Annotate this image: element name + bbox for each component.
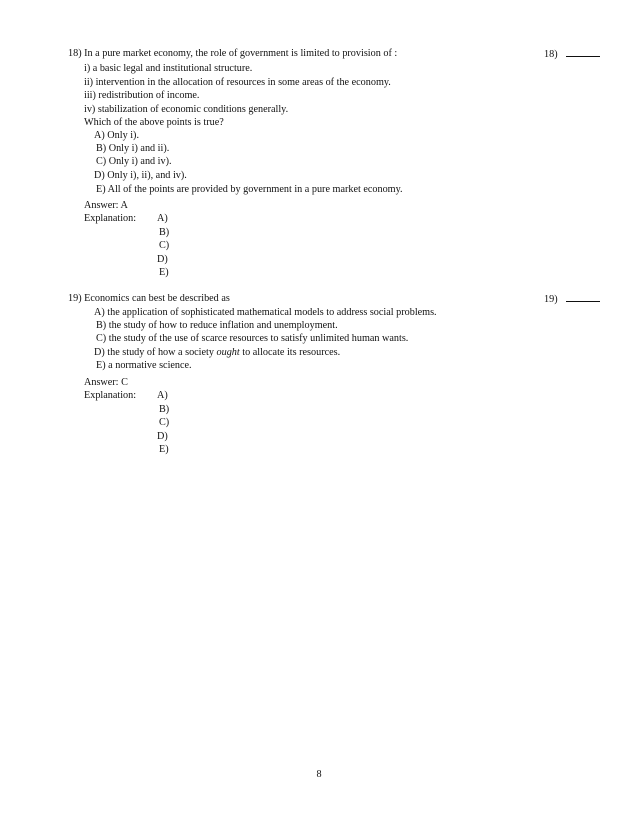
q19-answer-blank: [566, 292, 600, 302]
q19-answer-slot: [544, 292, 600, 306]
q19-explanation-a: A): [157, 390, 168, 401]
q18-item-4: iv) stabilization of economic conditions generally.: [84, 104, 289, 115]
q18-prompt: Which of the above points is true?: [84, 117, 224, 128]
q19-explanation-d: D): [157, 431, 168, 442]
q18-explanation-label: Explanation:: [84, 213, 137, 224]
q18-explanation-c: C): [159, 240, 170, 251]
q19-number: 19): [544, 294, 558, 305]
q18-explanation-d: D): [157, 254, 168, 265]
q18-explanation-b: B): [159, 227, 170, 238]
q19-option-d-tail: to allocate its resources.: [239, 347, 341, 358]
q19-answer: Answer: C: [84, 377, 128, 388]
q19-explanation-b: B): [159, 404, 170, 415]
q19-stem: 19) Economics can best be described as: [68, 293, 230, 304]
q18-option-c: C) Only i) and iv).: [96, 156, 172, 167]
q18-option-d: D) Only i), ii), and iv).: [94, 170, 187, 181]
q18-option-e: E) All of the points are provided by government in a pure market economy.: [96, 184, 403, 195]
q19-option-e: E) a normative science.: [96, 360, 192, 371]
q18-answer-blank: [566, 47, 600, 57]
q19-option-d-head: D) the study of how a society: [94, 347, 217, 358]
q19-option-d-emphasis: ought: [216, 347, 240, 358]
q19-option-d: [94, 346, 340, 359]
q18-stem: 18) In a pure market economy, the role of government is limited to provision of :: [68, 48, 398, 59]
q19-explanation-e: E): [159, 444, 169, 455]
q18-option-b: B) Only i) and ii).: [96, 143, 170, 154]
q18-explanation-a: A): [157, 213, 168, 224]
q18-item-2: ii) intervention in the allocation of resources in some areas of the economy.: [84, 77, 391, 88]
q18-option-a: A) Only i).: [94, 130, 139, 141]
q19-explanation-c: C): [159, 417, 170, 428]
q18-answer-slot: [544, 47, 600, 61]
q18-item-3: iii) redistribution of income.: [84, 90, 200, 101]
q19-explanation-label: Explanation:: [84, 390, 137, 401]
q19-option-a: A) the application of sophisticated mathematical models to address social problems.: [94, 307, 437, 318]
q18-number: 18): [544, 49, 558, 60]
q18-item-1: i) a basic legal and institutional structure.: [84, 63, 253, 74]
q18-explanation-e: E): [159, 267, 169, 278]
q19-option-c: C) the study of the use of scarce resources to satisfy unlimited human wants.: [96, 333, 409, 344]
q19-option-b: B) the study of how to reduce inflation and unemployment.: [96, 320, 338, 331]
q18-answer: Answer: A: [84, 200, 128, 211]
page-number: 8: [316, 769, 322, 780]
